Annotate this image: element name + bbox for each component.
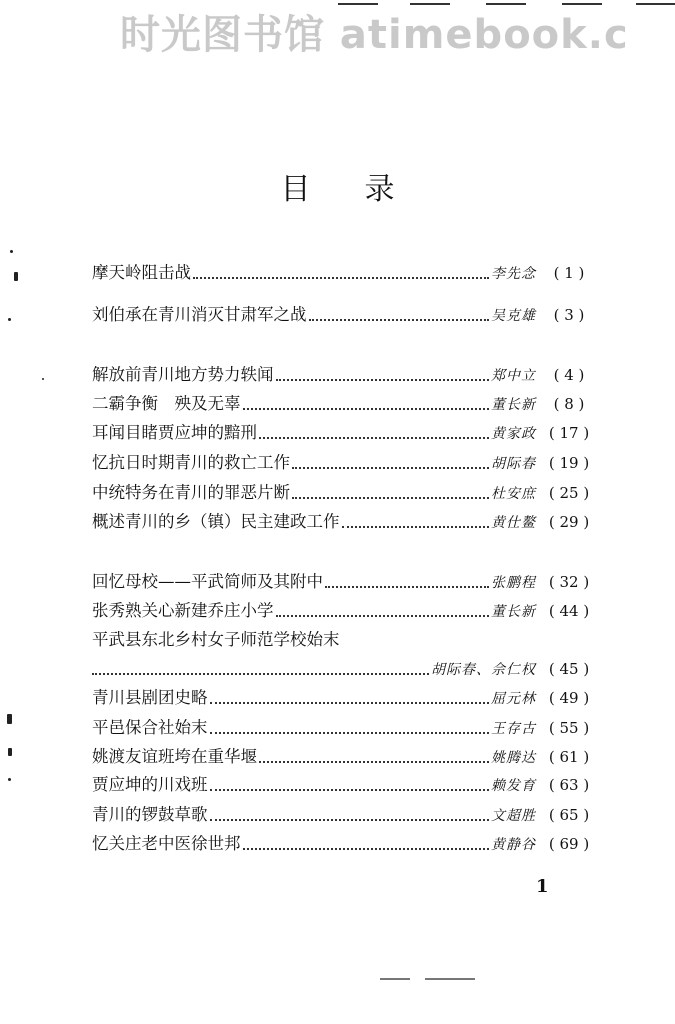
toc-entry-page: ( 44 ) bbox=[536, 598, 602, 624]
toc-leader-dots bbox=[243, 847, 490, 850]
toc-entry-page: ( 1 ) bbox=[536, 260, 602, 286]
scan-speck bbox=[14, 272, 18, 281]
scan-speck bbox=[7, 714, 12, 724]
toc-entry[interactable] bbox=[92, 450, 602, 476]
toc-entry-title: 平邑保合社始末 bbox=[92, 718, 208, 737]
toc-entry-author: 王存古 bbox=[491, 721, 536, 737]
toc-entry-title: 回忆母校——平武简师及其附中 bbox=[92, 572, 323, 591]
toc-entry[interactable] bbox=[92, 598, 602, 624]
toc-entry-title-long[interactable]: 平武县东北乡村女子师范学校始末 bbox=[92, 630, 340, 649]
toc-entry-author: 李先念 bbox=[491, 266, 536, 282]
toc-leader-dots bbox=[342, 525, 490, 528]
toc-entry[interactable] bbox=[92, 772, 602, 798]
toc-entry-author: 姚腾达 bbox=[491, 750, 536, 766]
toc-entry-title: 忆关庄老中医徐世邦 bbox=[92, 834, 241, 853]
toc-entry-title: 二霸争衡 殃及无辜 bbox=[92, 394, 241, 413]
toc-entry-author: 董长新 bbox=[491, 604, 536, 620]
toc-entry-title: 摩天岭阻击战 bbox=[92, 263, 191, 282]
toc-entry[interactable] bbox=[92, 802, 602, 828]
toc-entry-page: ( 19 ) bbox=[536, 450, 602, 476]
toc-leader-dots bbox=[292, 496, 489, 499]
toc-entry-author: 董长新 bbox=[491, 397, 536, 413]
toc-entry[interactable] bbox=[92, 656, 602, 682]
toc-entry-title: 解放前青川地方势力轶闻 bbox=[92, 365, 274, 384]
toc-entry-page: ( 32 ) bbox=[536, 569, 602, 595]
scan-speck bbox=[42, 378, 44, 380]
toc-entry-page: ( 55 ) bbox=[536, 715, 602, 741]
toc-entry-page: ( 4 ) bbox=[536, 362, 602, 388]
toc-entry-author: 黄仕鳌 bbox=[491, 515, 536, 531]
toc-entry-page: ( 65 ) bbox=[536, 802, 602, 828]
toc-entry-title: 概述青川的乡（镇）民主建政工作 bbox=[92, 512, 340, 531]
toc-entry-author: 胡际春、佘仁权 bbox=[431, 662, 536, 678]
toc-entry-author: 吴克雄 bbox=[491, 308, 536, 324]
toc-entry-page: ( 61 ) bbox=[536, 744, 602, 770]
scan-speck bbox=[8, 748, 12, 756]
toc-entry[interactable] bbox=[92, 362, 602, 388]
toc-leader-dots bbox=[309, 318, 490, 321]
toc-entry[interactable] bbox=[92, 509, 602, 535]
toc-entry-page: ( 69 ) bbox=[536, 831, 602, 857]
toc-entry-title: 忆抗日时期青川的救亡工作 bbox=[92, 453, 290, 472]
toc-leader-dots bbox=[210, 818, 490, 821]
toc-entry[interactable] bbox=[92, 420, 602, 446]
toc-entry-title: 青川县剧团史略 bbox=[92, 688, 208, 707]
page-number: 1 bbox=[536, 876, 549, 897]
toc-entry-author: 黄静谷 bbox=[491, 837, 536, 853]
toc-entry-author: 张鹏程 bbox=[491, 575, 536, 591]
toc-entry-page: ( 29 ) bbox=[536, 509, 602, 535]
toc-entry[interactable] bbox=[92, 569, 602, 595]
toc-leader-dots bbox=[325, 585, 489, 588]
toc-leader-dots bbox=[92, 672, 429, 675]
scan-speck bbox=[10, 250, 13, 253]
toc-entry[interactable] bbox=[92, 302, 602, 328]
toc-entry[interactable] bbox=[92, 744, 602, 770]
toc-leader-dots bbox=[292, 466, 489, 469]
toc-entry[interactable] bbox=[92, 831, 602, 857]
toc-entry-title: 张秀熟关心新建乔庄小学 bbox=[92, 601, 274, 620]
scan-speck bbox=[8, 778, 11, 781]
toc-leader-dots bbox=[210, 701, 490, 704]
toc-entry-page: ( 49 ) bbox=[536, 685, 602, 711]
toc-leader-dots bbox=[210, 731, 490, 734]
toc-entry-author: 胡际春 bbox=[491, 456, 536, 472]
toc-entry[interactable] bbox=[92, 391, 602, 417]
toc-entry[interactable] bbox=[92, 685, 602, 711]
toc-entry-title: 中统特务在青川的罪恶片断 bbox=[92, 483, 290, 502]
page-title: 目录 bbox=[280, 172, 449, 207]
toc-entry-author: 黄家政 bbox=[491, 426, 536, 442]
toc-entry-title: 耳闻目睹贾应坤的黯刑 bbox=[92, 423, 257, 442]
toc-entry[interactable] bbox=[92, 260, 602, 286]
scan-artifact bbox=[425, 978, 475, 980]
toc-leader-dots bbox=[276, 378, 490, 381]
toc-entry-page: ( 17 ) bbox=[536, 420, 602, 446]
toc-leader-dots bbox=[259, 436, 489, 439]
toc-leader-dots bbox=[243, 407, 490, 410]
toc-entry-page: ( 63 ) bbox=[536, 772, 602, 798]
toc-entry-author: 屈元林 bbox=[491, 691, 536, 707]
toc-leader-dots bbox=[276, 614, 490, 617]
toc-entry-page: ( 8 ) bbox=[536, 391, 602, 417]
toc-entry-author: 郑中立 bbox=[491, 368, 536, 384]
toc-entry-author: 文超胜 bbox=[491, 808, 536, 824]
scan-artifact bbox=[380, 978, 410, 980]
toc-leader-dots bbox=[259, 760, 489, 763]
top-border-marks bbox=[0, 0, 675, 8]
toc-entry-page: ( 45 ) bbox=[536, 656, 602, 682]
toc-entry-title: 刘伯承在青川消灭甘肃军之战 bbox=[92, 305, 307, 324]
toc-entry[interactable] bbox=[92, 480, 602, 506]
scan-speck bbox=[8, 318, 11, 321]
toc-leader-dots bbox=[193, 276, 489, 279]
toc-entry-author: 杜安庶 bbox=[491, 486, 536, 502]
toc-entry-title: 青川的锣鼓草歌 bbox=[92, 805, 208, 824]
toc-entry-page: ( 3 ) bbox=[536, 302, 602, 328]
watermark-text: 时光图书馆 atimebook.c bbox=[120, 12, 629, 58]
toc-entry-author: 赖发育 bbox=[491, 778, 536, 794]
toc-entry[interactable] bbox=[92, 715, 602, 741]
toc-entry-title: 贾应坤的川戏班 bbox=[92, 775, 208, 794]
toc-entry-title: 姚渡友谊班垮在重华堰 bbox=[92, 747, 257, 766]
toc-leader-dots bbox=[210, 788, 490, 791]
toc-entry-page: ( 25 ) bbox=[536, 480, 602, 506]
